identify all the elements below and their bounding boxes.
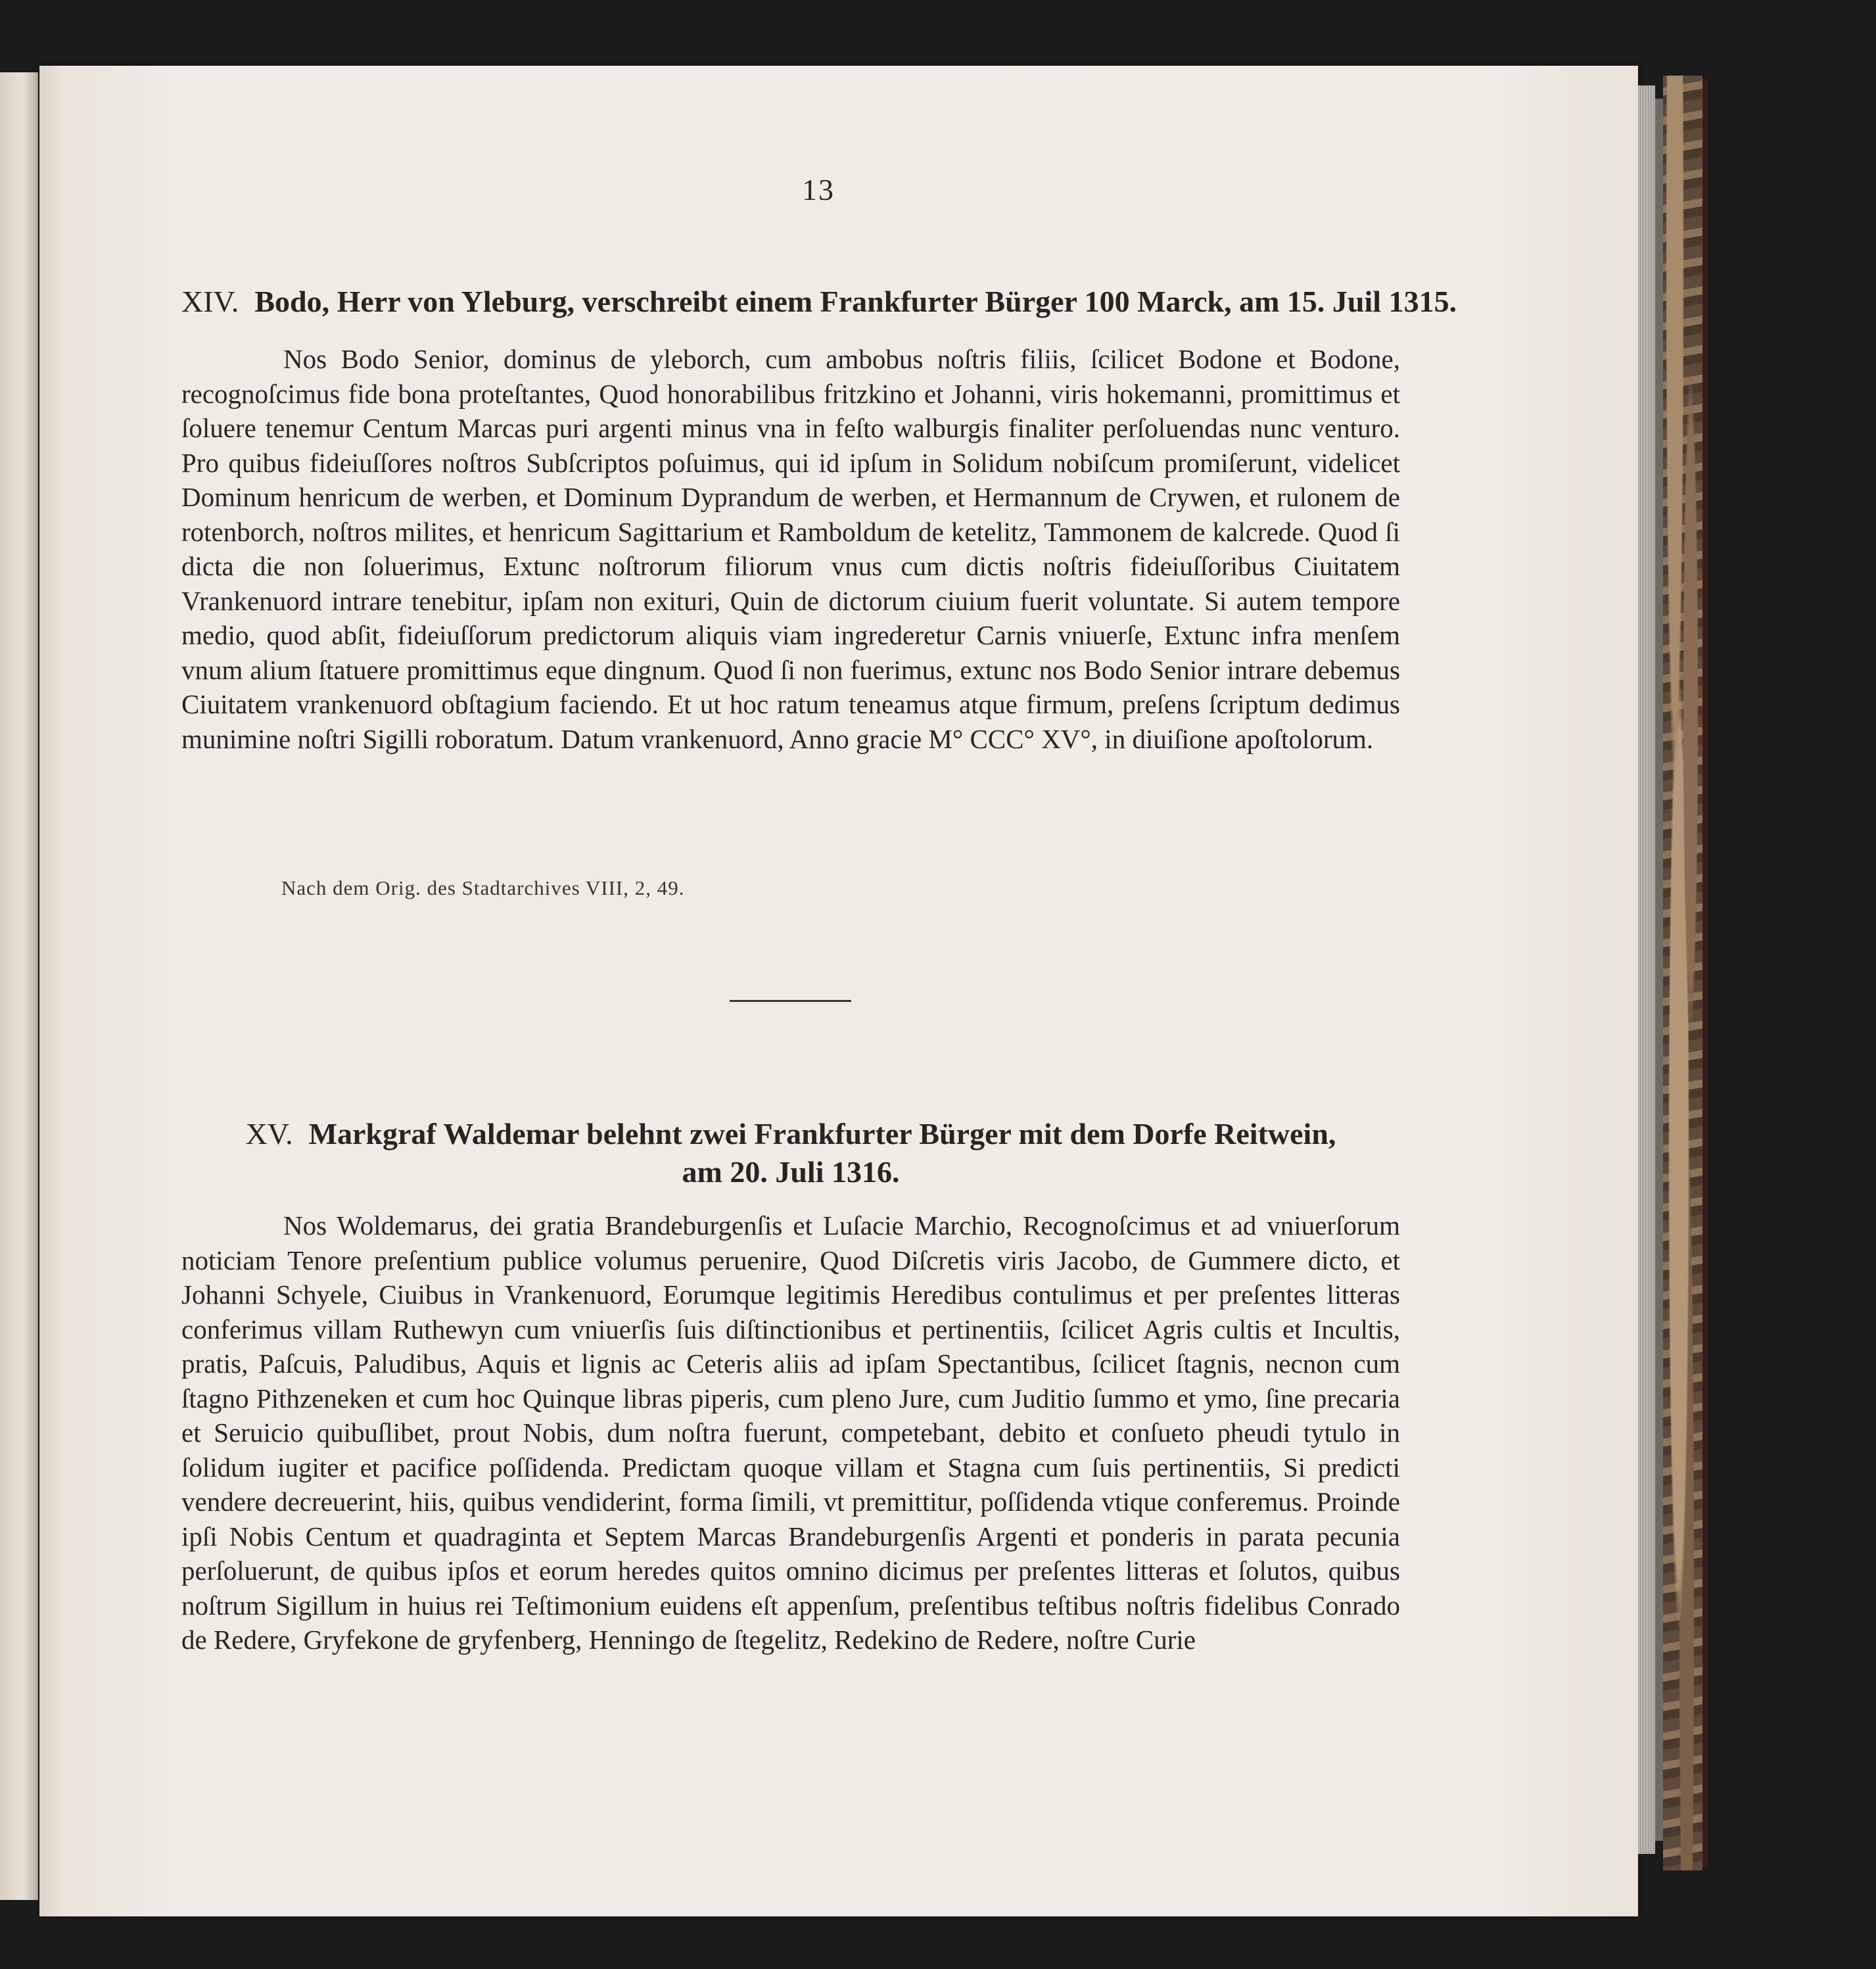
section-xiv-title: Bodo, Herr von Yleburg, verschreibt einem Frankfurter Bürger 100 Marck, am 15. Juil 1315. [254,285,1457,318]
page-number: 13 [802,173,835,206]
section-xv-text: Nos Woldemarus, dei gratia Brandeburgenſis et Luſacie Marchio, Recognoſcimus et ad vniuerſorum noticiam Tenore preſentium publice volumus peruenire, Quod Diſcretis viris Jacobo, de Gummere dicto, et Johanni Schyele, Ciuibus in Vrankenuord, Eorumque legitimis Heredibus contulimus et per preſentes litteras conferimus villam Ruthewyn cum vniuerſis ſuis diſtinctionibus et pertinentiis, ſcilicet Agris cultis et Incultis, pratis, Paſcuis, Paludibus, Aquis et lignis ac Ceteris aliis ad ipſam Spectantibus, ſcilicet ſtagnis, necnon cum ſtagno Pithzeneken et cum hoc Quinque libras piperis, cum pleno Jure, cum Juditio ſummo et ymo, ſine precaria et Seruicio quibuſlibet, prout Nobis, dum noſtra fuerunt, competebant, debito et conſueto pheudi tytulo in ſolidum iugiter et pacifice poſſidenda. Predictam quoque villam et Stagna cum ſuis pertinentiis, Si predicti vendere decreuerint, hiis, quibus vendiderint, forma ſimili, vt premittitur, poſſidenda vtique conferemus. Proinde ipſi Nobis Centum et quadraginta et Septem Marcas Brandeburgenſis Argenti et ponderis in parata pecunia perſoluerunt, de quibus ipſos et eorum heredes quitos omnino dicimus per preſentes litteras et ſolutos, quibus noſtrum Sigillum in huius rei Teſtimonium euidens eſt appenſum, preſentibus teſtibus noſtris fidelibus Conrado de Redere, Gryfekone de gryfenberg, Henningo de ſtegelitz, Redekino de Redere, noſtre Curie [181,1210,1400,1655]
section-xv-heading [181,1115,1400,1191]
page-block-shadow [1655,99,1663,1841]
section-xiv-number: XIV. [181,285,239,318]
section-xv-heading-line1 [181,1115,1400,1153]
cover-spine-edge [1702,79,1708,1867]
section-xiv-body [181,342,1400,756]
section-xv-title-line2: am 20. Juli 1316. [682,1155,900,1189]
page-block-edges [1638,85,1655,1854]
section-xiv-heading [181,283,1457,321]
section-xv-body [181,1208,1400,1657]
section-xiv-source-note: Nach dem Orig. des Stadtarchives VIII, 2, 49. [281,876,685,899]
left-page-edge [0,72,38,1900]
section-divider [730,1000,851,1002]
section-xv-number: XV. [245,1117,293,1151]
section-xiv-text: Nos Bodo Senior, dominus de yleborch, cum ambobus noſtris filiis, ſcilicet Bodone et Bodone, recognoſcimus fide bona proteſtantes, Quod honorabilibus fritzkino et Johanni, viris hokemanni, promittimus et ſoluere tenemur Centum Marcas puri argenti minus vna in feſto walburgis finaliter perſoluendas nunc venturo. Pro quibus fideiuſſores noſtros Subſcriptos poſuimus, qui id ipſum in Solidum nobiſcum promiſerunt, videlicet Dominum henricum de werben, et Dominum Dyprandum de werben, et Hermannum de Crywen, et rulonem de rotenborch, noſtros milites, et henricum Sagittarium et Ramboldum de ketelitz, Tammonem de kalcrede. Quod ſi dicta die non ſoluerimus, Extunc noſtrorum filiorum vnus cum dictis noſtris fideiuſſoribus Ciuitatem Vrankenuord intrare tenebitur, ipſam non exituri, Quin de dictorum ciuium fuerit voluntate. Si autem tempore medio, quod abſit, fideiuſſorum predictorum aliquis viam ingrederetur Carnis vniuerſe, Extunc infra menſem vnum alium ſtatuere promittimus eque dingnum. Quod ſi non fuerimus, extunc nos Bodo Senior intrare debemus Ciuitatem vrankenuord obſtagium faciendo. Et ut hoc ratum teneamus atque firmum, preſens ſcriptum dedimus munimine noſtri Sigilli roboratum. Datum vrankenuord, Anno gracie M° CCC° XV°, in diuiſione apoſtolorum. [181,344,1400,754]
section-xv-title-line1: Markgraf Waldemar belehnt zwei Frankfurter Bürger mit dem Dorfe Reitwein, [308,1117,1336,1151]
marbled-cover [1663,76,1702,1870]
